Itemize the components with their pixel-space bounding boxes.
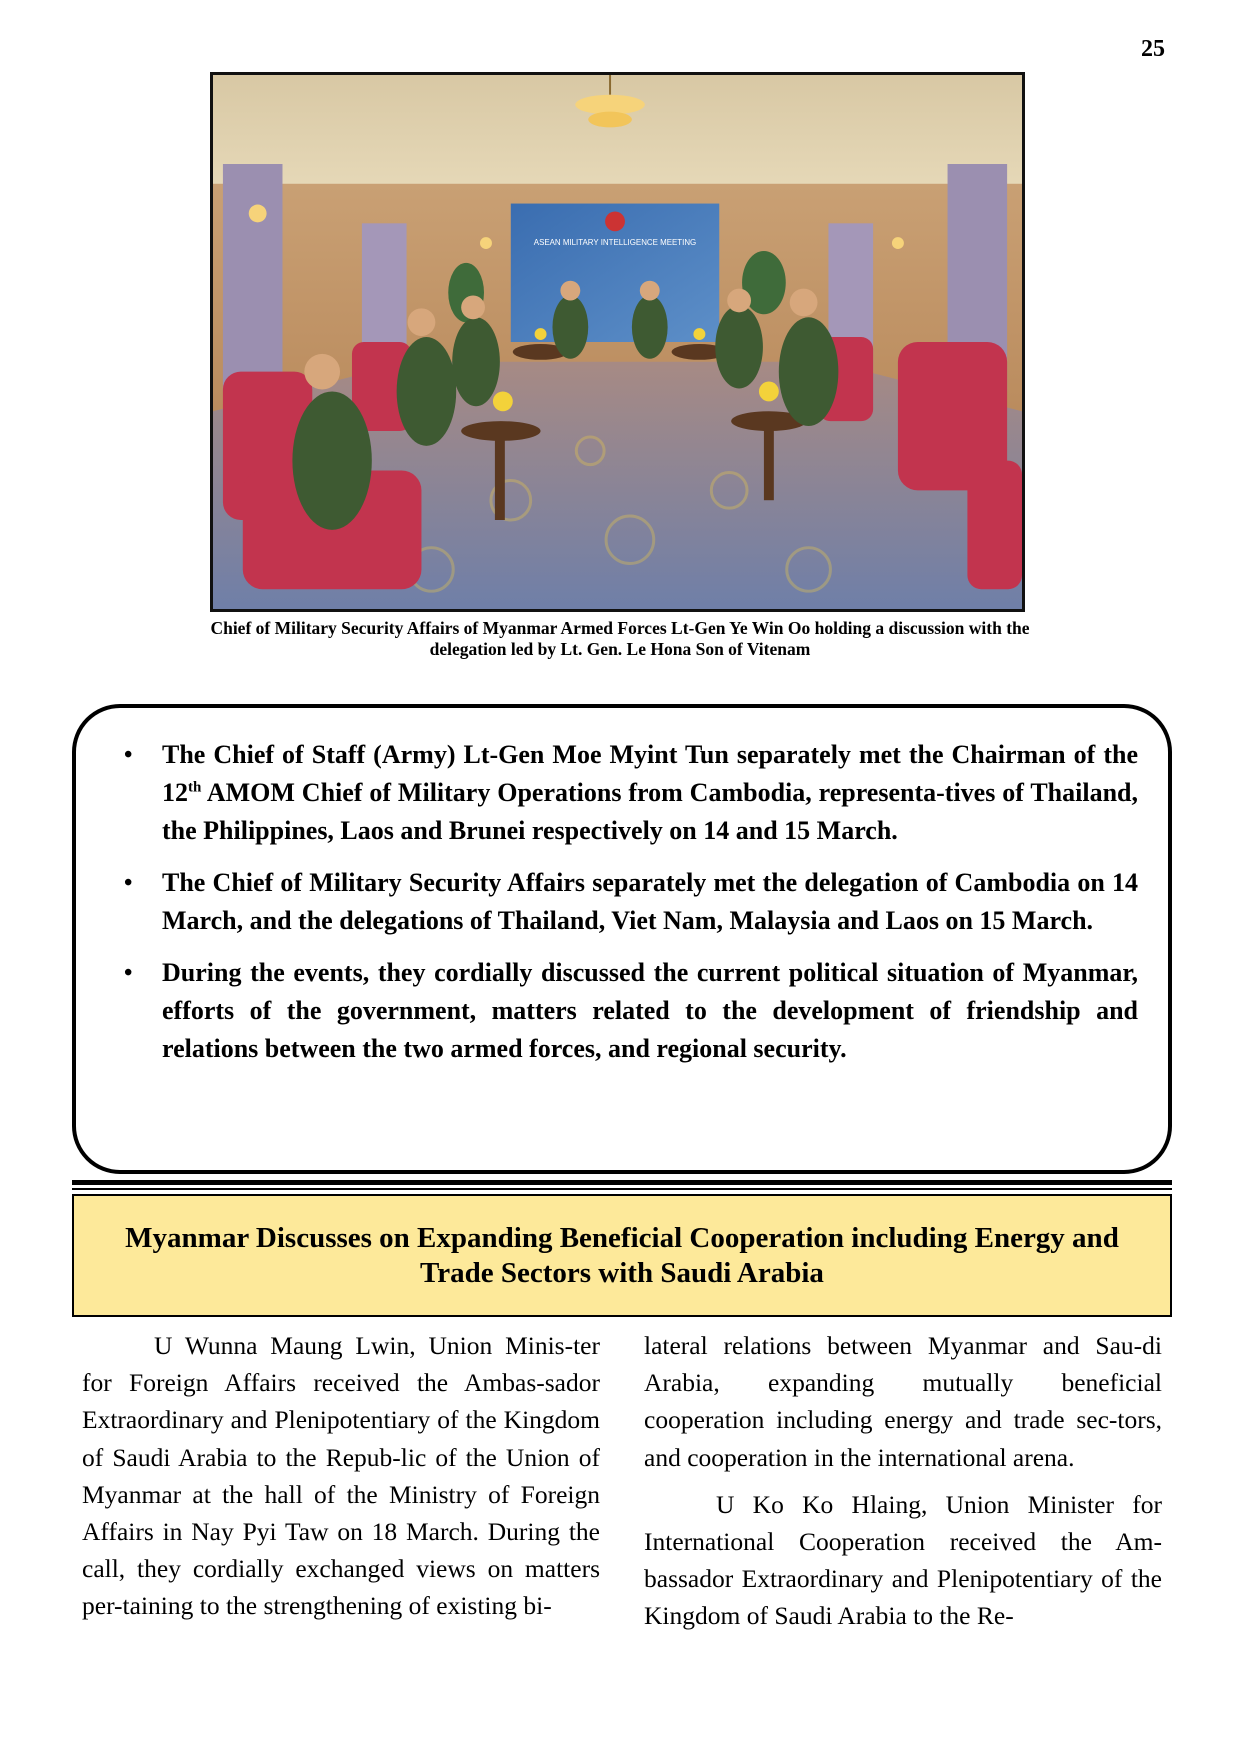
wall-sconce-left — [249, 205, 267, 223]
article-paragraph: lateral relations between Myanmar and Sau-di Arabia, expanding mutually beneficial cooperation including energy and trade sec-tors, and cooperation in the international arena. — [644, 1331, 1162, 1472]
ordinal-suffix: th — [188, 779, 202, 796]
article-paragraph: U Ko Ko Hlaing, Union Minister for International Cooperation received the Am-bassador Extraordinary and Plenipotentiary of the Kingdom of Saudi Arabia to the Re- — [644, 1489, 1162, 1631]
meeting-photo — [210, 72, 1025, 612]
highlight-item-text-cont: AMOM Chief of Military Operations from Cambodia, representa-tives of Thailand, the Philippines, Laos and Brunei respectively on 14 and 15 March. — [162, 778, 1138, 845]
wall-sconce-center-left — [480, 237, 492, 249]
highlight-item-text: The Chief of Staff (Army) Lt-Gen Moe Myint Tun separately met the Chairman of the 12 — [162, 740, 1138, 807]
wall-sconce-center-right — [892, 237, 904, 249]
event-banner-text: ASEAN MILITARY INTELLIGENCE MEETING — [533, 238, 697, 248]
photo-caption — [120, 618, 1120, 660]
article-column-right — [644, 1327, 1162, 1645]
highlight-item: • The Chief of Military Security Affairs separately met the delegation of Cambodia on 14 March, and the delegations of Thailand, Viet Nam, Malaysia and Laos on 15 March. — [162, 864, 1138, 940]
article-paragraph: U Wunna Maung Lwin, Union Minis-ter for Foreign Affairs received the Ambas-sador Extraordinary and Plenipotentiary of the Kingdom of Saudi Arabia to the Repub-lic of the Union of Myanmar at the hall of the Ministry of Foreign Affairs in Nay Pyi Taw on 18 March. During the call, they cordially exchanged views on matters per-taining to the strengthening of existing bi- — [82, 1331, 600, 1621]
page-number: 25 — [1141, 36, 1165, 62]
article-column-left — [82, 1327, 600, 1635]
section-divider-thin — [72, 1188, 1172, 1190]
event-logo — [605, 211, 625, 231]
photo-caption-line-1: Chief of Military Security Affairs of Myanmar Armed Forces Lt-Gen Ye Win Oo holding a discussion with the — [210, 618, 1030, 638]
highlight-item: • During the events, they cordially discussed the current political situation of Myanmar, efforts of the government, matters related to the development of friendship and relations between the two armed forces, and regional security. — [162, 954, 1138, 1068]
highlights-list — [126, 736, 1138, 1068]
photo-caption-line-2: delegation led by Lt. Gen. Le Hona Son of Vitenam — [429, 639, 811, 659]
highlights-box — [72, 704, 1172, 1174]
article-headline: Myanmar Discusses on Expanding Beneficial Cooperation including Energy and Trade Sectors with Saudi Arabia — [72, 1194, 1172, 1317]
section-divider-thick — [72, 1180, 1172, 1185]
meeting-photo-illustration — [213, 75, 1022, 609]
highlight-item — [162, 736, 1138, 850]
